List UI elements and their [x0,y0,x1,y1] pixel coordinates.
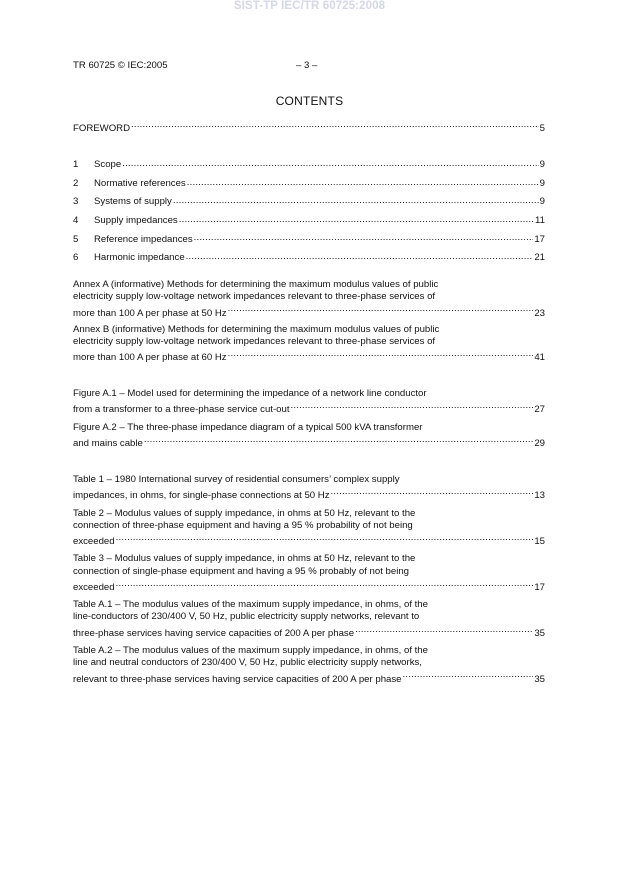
toc-entry-label: impedances, in ohms, for single-phase connections at 50 Hz [73,490,330,502]
toc-entry-page: 11 [535,214,545,226]
toc-entry-line: Table A.2 – The modulus values of the maximum supply impedance, in ohms, of the [73,644,428,656]
toc-entry-label: more than 100 A per phase at 60 Hz [73,352,227,364]
contents-title: CONTENTS [275,94,344,108]
toc-entry-clause[interactable] [73,229,545,248]
dot-leader [186,174,539,186]
toc-entry-page: 5 [539,123,545,135]
toc-entry-line: Table 2 – Modulus values of supply impedance, in ohms at 50 Hz, relevant to the [73,507,416,519]
toc-entry-label: Harmonic impedance [94,252,185,264]
toc-entry-label: Normative references [94,177,186,189]
toc-entry-table[interactable] [73,553,545,594]
toc-entry-page: 9 [539,159,545,171]
toc-entry-table[interactable] [73,599,545,640]
toc-entry-table[interactable] [73,645,545,686]
toc-entry-page: 17 [534,581,545,593]
toc-entry-label: Reference impedances [94,233,193,245]
dot-leader [193,229,534,241]
toc-entry-page: 15 [534,536,545,548]
dot-leader [115,532,534,544]
toc-entry-line: Figure A.1 – Model used for determining the impedance of a network line conductor [73,388,427,399]
toc-entry-page: 41 [534,352,545,364]
dot-leader [185,248,534,260]
toc-entry-line: Table A.1 – The modulus values of the maximum supply impedance, in ohms, of the [73,599,428,611]
toc-entry-line: line and neutral conductors of 230/400 V, 50 Hz, public electricity supply networks, [73,657,422,669]
toc-entry-line: line-conductors of 230/400 V, 50 Hz, public electricity supply networks, relevant to [73,611,420,623]
dot-leader [178,211,534,223]
toc-entry-table[interactable] [73,474,545,503]
watermark: SIST-TP IEC/TR 60725:2008 [233,0,386,12]
toc-entry-figure[interactable] [73,388,545,417]
toc-entry-line: connection of three-phase equipment and having a 95 % probability of not being [73,519,413,531]
toc-entry-page: 9 [539,196,545,208]
toc-entry-clause[interactable] [73,248,545,267]
dot-leader [402,669,534,681]
toc-entry-line: electricity supply low-voltage network impedances relevant to three-phase services of [73,291,436,303]
toc-entry-page: 21 [534,252,545,264]
toc-entry-page: 9 [539,177,545,189]
toc-tables [73,474,545,686]
toc-entry-line: Table 3 – Modulus values of supply impedance, in ohms at 50 Hz, relevant to the [73,553,416,565]
toc-clauses [73,155,545,267]
dot-leader [172,192,539,204]
toc-entry-label: Scope [94,159,122,171]
toc-entry-label: three-phase services having service capacities of 200 A per phase [73,627,355,639]
toc-entry-line: connection of single-phase equipment and having a 95 % probably of not being [73,565,410,577]
toc-entry-clause[interactable] [73,211,545,230]
toc-entry-label: relevant to three-phase services having service capacities of 200 A per phase [73,673,402,685]
toc-entry-line: Annex A (informative) Methods for determining the maximum modulus values of public [73,279,439,290]
toc-entry-line: electricity supply low-voltage network impedances relevant to three-phase services of [73,336,436,347]
toc-entry-page: 35 [534,627,545,639]
toc-entry-label: FOREWORD [73,123,131,135]
toc-figures [73,388,545,450]
clause-number: 6 [73,252,79,264]
dot-leader [143,434,533,446]
dot-leader [227,303,534,315]
dot-leader [354,624,533,636]
toc-entry-figure[interactable] [73,422,545,451]
toc-entry-label: exceeded [73,536,115,548]
toc-entry-annex[interactable] [73,279,545,320]
dot-leader [121,155,538,167]
toc-entry-clause[interactable] [73,192,545,211]
toc-entry-clause[interactable] [73,155,545,174]
toc-entry-clause[interactable] [73,174,545,193]
toc-entry-label: Systems of supply [94,196,172,208]
dot-leader [289,400,533,412]
toc-foreword-block [73,119,545,135]
clause-number: 4 [73,214,79,226]
document-reference: TR 60725 © IEC:2005 [73,60,168,71]
toc-entry-line: Figure A.2 – The three-phase impedance diagram of a typical 500 kVA transformer [73,421,423,433]
toc-entry-label: from a transformer to a three-phase service cut-out [73,404,290,416]
toc-entry-page: 23 [534,307,545,319]
toc-entry-page: 35 [534,673,545,685]
dot-leader [227,348,534,360]
dot-leader [330,486,534,498]
clause-number: 2 [73,177,79,189]
page-number: – 3 – [296,60,318,71]
toc-entry-label: exceeded [73,581,115,593]
clause-number: 5 [73,233,79,245]
toc-entry-label: Supply impedances [94,214,178,226]
toc-entry-label: and mains cable [73,437,143,449]
toc-entry-annex[interactable] [73,324,545,365]
toc-entry-line: Annex B (informative) Methods for determining the maximum modulus values of public [73,323,440,335]
toc-entry-foreword[interactable] [73,119,545,135]
toc-entry-page: 29 [534,437,545,449]
clause-number: 1 [73,159,79,171]
dot-leader [130,119,539,131]
toc-entry-page: 27 [534,404,545,416]
toc-annexes [73,279,545,365]
clause-number: 3 [73,196,79,208]
toc-entry-table[interactable] [73,508,545,549]
toc-entry-page: 17 [534,233,545,245]
toc-entry-label: more than 100 A per phase at 50 Hz [73,307,227,319]
toc-entry-page: 13 [534,490,545,502]
toc-entry-line: Table 1 – 1980 International survey of residential consumers’ complex supply [73,474,400,485]
dot-leader [115,578,534,590]
